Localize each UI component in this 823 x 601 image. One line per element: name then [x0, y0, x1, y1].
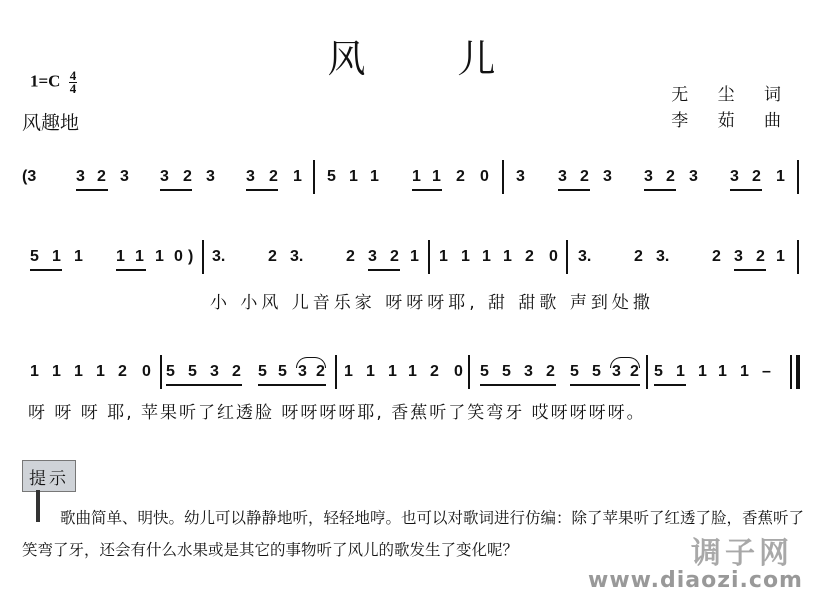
- bar-line: [313, 160, 315, 194]
- note: 0: [480, 168, 489, 185]
- key-signature: [30, 70, 77, 95]
- note: 1: [96, 363, 105, 380]
- note: 2: [97, 168, 106, 185]
- note: 2: [580, 168, 589, 185]
- note: 2: [268, 248, 277, 265]
- note: 3: [368, 248, 377, 265]
- note: 5: [166, 363, 175, 380]
- note: 2: [269, 168, 278, 185]
- note: 3.: [578, 248, 592, 265]
- note: 2: [525, 248, 534, 265]
- beam: [368, 269, 400, 271]
- bar-line: [202, 240, 204, 274]
- bar-line: [335, 355, 337, 389]
- note: 3.: [656, 248, 670, 265]
- note: 3: [524, 363, 533, 380]
- bar-line: [797, 240, 799, 274]
- note: 3: [603, 168, 612, 185]
- note: 5: [654, 363, 663, 380]
- note: 2: [232, 363, 241, 380]
- beam: [246, 189, 278, 191]
- bar-line: [160, 355, 162, 389]
- note: (3: [22, 168, 37, 185]
- note: 1: [482, 248, 491, 265]
- note: 3: [160, 168, 169, 185]
- song-title: 风 儿: [327, 37, 536, 81]
- note: 3.: [212, 248, 226, 265]
- note: 2: [346, 248, 355, 265]
- beam: [644, 189, 676, 191]
- note: 1: [366, 363, 375, 380]
- note: 1: [408, 363, 417, 380]
- note: 1: [293, 168, 302, 185]
- note: 1: [349, 168, 358, 185]
- note: 2: [630, 363, 639, 380]
- note: –: [762, 363, 771, 380]
- note: 5: [188, 363, 197, 380]
- key-text: 1=C: [30, 71, 61, 91]
- note: 3: [734, 248, 743, 265]
- note: 3: [298, 363, 307, 380]
- note: 1: [461, 248, 470, 265]
- beam: [412, 189, 442, 191]
- note: 5: [480, 363, 489, 380]
- note: 3: [689, 168, 698, 185]
- note: 3: [730, 168, 739, 185]
- note: 3.: [290, 248, 304, 265]
- note: 3: [644, 168, 653, 185]
- note: 1: [718, 363, 727, 380]
- note: 2: [316, 363, 325, 380]
- bar-line: [790, 355, 792, 389]
- note: 1: [410, 248, 419, 265]
- lyrics-line-3: 呀 呀 呀 耶, 苹果听了红透脸 呀呀呀呀耶, 香蕉听了笑弯牙 哎呀呀呀呀。: [28, 403, 646, 423]
- beam: [480, 384, 556, 386]
- note: 3: [76, 168, 85, 185]
- score-line-1: [0, 160, 823, 200]
- time-denominator: 4: [69, 81, 77, 96]
- note: 1: [52, 363, 61, 380]
- note: 5: [30, 248, 39, 265]
- note: 1: [776, 168, 785, 185]
- note: 1: [676, 363, 685, 380]
- time-numerator: 4: [69, 68, 77, 83]
- note: 1: [344, 363, 353, 380]
- note: 3: [120, 168, 129, 185]
- note: 1: [388, 363, 397, 380]
- note: 3: [246, 168, 255, 185]
- note: 1: [412, 168, 421, 185]
- beam: [258, 384, 326, 386]
- note: 2: [183, 168, 192, 185]
- bar-line: [468, 355, 470, 389]
- beam: [558, 189, 590, 191]
- beam: [570, 384, 640, 386]
- note: ): [188, 248, 194, 265]
- beam: [730, 189, 762, 191]
- hint-sign: 提示: [22, 460, 76, 492]
- note: 3: [558, 168, 567, 185]
- note: 1: [740, 363, 749, 380]
- note: 2: [666, 168, 675, 185]
- note: 1: [116, 248, 125, 265]
- beam: [654, 384, 686, 386]
- note: 1: [155, 248, 164, 265]
- bar-line: [502, 160, 504, 194]
- tempo-marking: 风趣地: [22, 112, 80, 134]
- note: 5: [570, 363, 579, 380]
- note: 2: [546, 363, 555, 380]
- note: 1: [135, 248, 144, 265]
- watermark-site-url: www.diaozi.com: [588, 568, 803, 593]
- note: 0: [142, 363, 151, 380]
- note: 3: [206, 168, 215, 185]
- note: 3: [612, 363, 621, 380]
- bar-line: [646, 355, 648, 389]
- time-signature: [69, 70, 78, 95]
- note: 2: [756, 248, 765, 265]
- watermark-site-name: 调子网: [691, 536, 793, 571]
- note: 1: [370, 168, 379, 185]
- beam: [734, 269, 766, 271]
- score-line-2: [0, 240, 823, 280]
- note: 2: [634, 248, 643, 265]
- note: 1: [74, 363, 83, 380]
- beam: [166, 384, 242, 386]
- note: 1: [74, 248, 83, 265]
- bar-line: [566, 240, 568, 274]
- note: 5: [278, 363, 287, 380]
- beam: [116, 269, 146, 271]
- note: 2: [430, 363, 439, 380]
- note: 2: [390, 248, 399, 265]
- note: 0: [174, 248, 183, 265]
- note: 3: [516, 168, 525, 185]
- note: 5: [592, 363, 601, 380]
- beam: [160, 189, 192, 191]
- hint-text: 歌曲简单、明快。幼儿可以静静地听，轻轻地哼。也可以对歌词进行仿编：除了苹果听了红透了脸，香蕉听了笑弯了牙，还会有什么水果或是其它的事物听了风儿的歌发生了变化呢？: [22, 509, 805, 559]
- note: 2: [752, 168, 761, 185]
- note: 2: [456, 168, 465, 185]
- note: 3: [210, 363, 219, 380]
- note: 5: [327, 168, 336, 185]
- beam: [30, 269, 62, 271]
- note: 1: [698, 363, 707, 380]
- note: 0: [454, 363, 463, 380]
- note: 1: [776, 248, 785, 265]
- note: 1: [432, 168, 441, 185]
- bar-line: [797, 160, 799, 194]
- beam: [76, 189, 108, 191]
- note: 5: [502, 363, 511, 380]
- composer-credit: 李 茹 曲: [671, 111, 793, 131]
- note: 0: [549, 248, 558, 265]
- final-bar-line: [796, 355, 800, 389]
- note: 2: [712, 248, 721, 265]
- note: 1: [503, 248, 512, 265]
- score-line-3: [0, 355, 823, 395]
- note: 1: [52, 248, 61, 265]
- lyricist-credit: 无 尘 词: [671, 85, 793, 105]
- note: 1: [30, 363, 39, 380]
- note: 5: [258, 363, 267, 380]
- note: 1: [439, 248, 448, 265]
- bar-line: [428, 240, 430, 274]
- note: 2: [118, 363, 127, 380]
- lyrics-line-2: 小 小风 儿音乐家 呀呀呀耶, 甜 甜歌 声到处撒: [210, 293, 654, 313]
